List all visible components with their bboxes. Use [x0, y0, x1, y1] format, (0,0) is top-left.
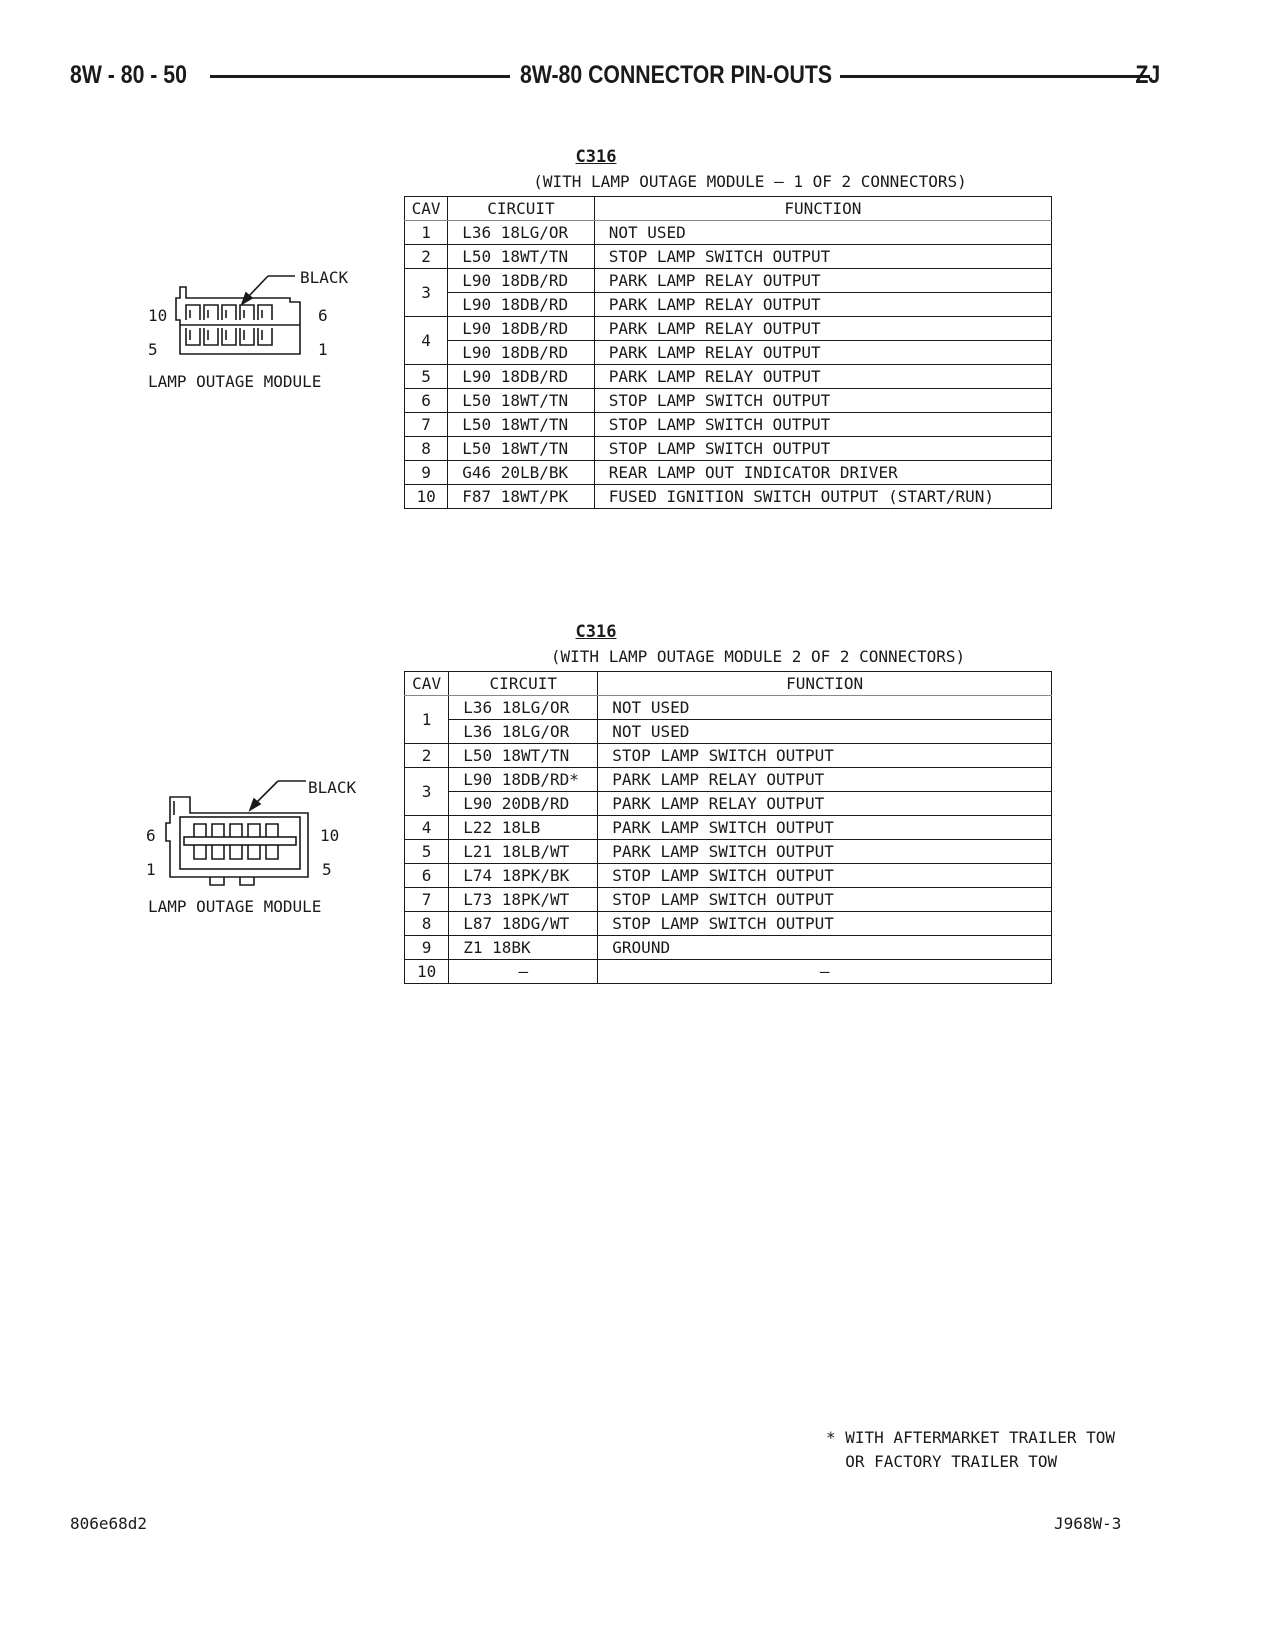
connector1-pin-label: 5 — [148, 340, 158, 359]
function-cell: STOP LAMP SWITCH OUTPUT — [598, 912, 1052, 936]
cav-cell: 5 — [405, 840, 449, 864]
page-title: 8W-80 CONNECTOR PIN-OUTS — [520, 61, 833, 89]
table-row — [405, 245, 1052, 269]
function-cell: PARK LAMP RELAY OUTPUT — [594, 269, 1051, 293]
function-cell: FUSED IGNITION SWITCH OUTPUT (START/RUN) — [594, 485, 1051, 509]
connector2-pin-label: 1 — [146, 860, 156, 879]
table-row — [405, 816, 1052, 840]
table-row — [405, 485, 1052, 509]
column-header-function: FUNCTION — [598, 672, 1052, 696]
function-cell: STOP LAMP SWITCH OUTPUT — [598, 888, 1052, 912]
column-header-function: FUNCTION — [594, 197, 1051, 221]
circuit-cell: L90 18DB/RD — [448, 293, 595, 317]
table-row — [405, 221, 1052, 245]
table-row — [405, 744, 1052, 768]
connector1-caption: LAMP OUTAGE MODULE — [148, 372, 322, 391]
connector2-title: C316 — [575, 622, 617, 642]
connector2-table — [404, 671, 1052, 984]
circuit-cell: L50 18WT/TN — [448, 437, 595, 461]
table-row — [405, 413, 1052, 437]
column-header-circuit: CIRCUIT — [449, 672, 598, 696]
circuit-cell: L50 18WT/TN — [448, 245, 595, 269]
circuit-cell: L73 18PK/WT — [449, 888, 598, 912]
function-cell: GROUND — [598, 936, 1052, 960]
function-cell: PARK LAMP RELAY OUTPUT — [598, 768, 1052, 792]
circuit-cell: L50 18WT/TN — [448, 389, 595, 413]
page-number: 8W - 80 - 50 — [70, 61, 187, 89]
connector2-pin-label: 6 — [146, 826, 156, 845]
footnote-line-1: * WITH AFTERMARKET TRAILER TOW — [826, 1428, 1115, 1447]
connector2-pin-label: 5 — [322, 860, 332, 879]
cav-cell: 10 — [405, 485, 448, 509]
cav-cell: 3 — [405, 768, 449, 816]
circuit-cell: L87 18DG/WT — [449, 912, 598, 936]
cav-cell: 3 — [405, 269, 448, 317]
column-header-cav: CAV — [405, 672, 449, 696]
circuit-cell: L22 18LB — [449, 816, 598, 840]
connector1-color-label: BLACK — [300, 268, 349, 287]
circuit-cell: L90 18DB/RD — [448, 341, 595, 365]
table-row — [405, 912, 1052, 936]
cav-cell: 8 — [405, 912, 449, 936]
table-row — [405, 461, 1052, 485]
function-cell: STOP LAMP SWITCH OUTPUT — [594, 437, 1051, 461]
connector1-pin-label: 1 — [318, 340, 328, 359]
table-row — [405, 389, 1052, 413]
circuit-cell: — — [449, 960, 598, 984]
connector1-pin-label: 6 — [318, 306, 328, 325]
cav-cell: 8 — [405, 437, 448, 461]
table-row — [405, 960, 1052, 984]
cav-cell: 10 — [405, 960, 449, 984]
circuit-cell: L36 18LG/OR — [449, 720, 598, 744]
function-cell: — — [598, 960, 1052, 984]
model-code: ZJ — [1135, 61, 1160, 89]
function-cell: STOP LAMP SWITCH OUTPUT — [594, 413, 1051, 437]
connector2-diagram — [160, 775, 310, 890]
cav-cell: 1 — [405, 696, 449, 744]
circuit-cell: L50 18WT/TN — [448, 413, 595, 437]
function-cell: PARK LAMP RELAY OUTPUT — [594, 293, 1051, 317]
circuit-cell: Z1 18BK — [449, 936, 598, 960]
connector2-color-label: BLACK — [308, 778, 357, 797]
circuit-cell: L90 18DB/RD — [448, 269, 595, 293]
connector2-pin-label: 10 — [320, 826, 340, 845]
function-cell: PARK LAMP RELAY OUTPUT — [594, 341, 1051, 365]
footer-right-code: J968W-3 — [1054, 1514, 1122, 1533]
connector1-subtitle: (WITH LAMP OUTAGE MODULE — 1 OF 2 CONNECTORS) — [533, 172, 967, 191]
table-row — [405, 768, 1052, 792]
function-cell: STOP LAMP SWITCH OUTPUT — [598, 744, 1052, 768]
table-row — [405, 269, 1052, 293]
table-row — [405, 696, 1052, 720]
circuit-cell: L90 18DB/RD* — [449, 768, 598, 792]
footer-left-code: 806e68d2 — [70, 1514, 148, 1533]
function-cell: PARK LAMP RELAY OUTPUT — [598, 792, 1052, 816]
function-cell: STOP LAMP SWITCH OUTPUT — [594, 245, 1051, 269]
cav-cell: 4 — [405, 317, 448, 365]
cav-cell: 7 — [405, 888, 449, 912]
circuit-cell: F87 18WT/PK — [448, 485, 595, 509]
column-header-circuit: CIRCUIT — [448, 197, 595, 221]
page-header — [70, 60, 1160, 90]
function-cell: PARK LAMP SWITCH OUTPUT — [598, 840, 1052, 864]
table-row — [405, 293, 1052, 317]
table-row — [405, 792, 1052, 816]
table-row — [405, 720, 1052, 744]
function-cell: NOT USED — [594, 221, 1051, 245]
connector2-caption: LAMP OUTAGE MODULE — [148, 897, 322, 916]
circuit-cell: L36 18LG/OR — [448, 221, 595, 245]
connector1-diagram — [170, 270, 310, 360]
function-cell: NOT USED — [598, 696, 1052, 720]
table-header-row — [405, 672, 1052, 696]
table-row — [405, 317, 1052, 341]
cav-cell: 7 — [405, 413, 448, 437]
connector1-pin-label: 10 — [148, 306, 168, 325]
connector1-title: C316 — [575, 147, 617, 167]
cav-cell: 9 — [405, 936, 449, 960]
footnote-line-2: OR FACTORY TRAILER TOW — [826, 1452, 1058, 1471]
cav-cell: 2 — [405, 744, 449, 768]
function-cell: PARK LAMP RELAY OUTPUT — [594, 317, 1051, 341]
cav-cell: 5 — [405, 365, 448, 389]
cav-cell: 4 — [405, 816, 449, 840]
table-row — [405, 840, 1052, 864]
function-cell: STOP LAMP SWITCH OUTPUT — [594, 389, 1051, 413]
cav-cell: 2 — [405, 245, 448, 269]
circuit-cell: L50 18WT/TN — [449, 744, 598, 768]
function-cell: PARK LAMP SWITCH OUTPUT — [598, 816, 1052, 840]
circuit-cell: L36 18LG/OR — [449, 696, 598, 720]
circuit-cell: L90 18DB/RD — [448, 365, 595, 389]
circuit-cell: G46 20LB/BK — [448, 461, 595, 485]
circuit-cell: L21 18LB/WT — [449, 840, 598, 864]
table-row — [405, 936, 1052, 960]
cav-cell: 9 — [405, 461, 448, 485]
table-row — [405, 437, 1052, 461]
cav-cell: 6 — [405, 864, 449, 888]
function-cell: NOT USED — [598, 720, 1052, 744]
cav-cell: 1 — [405, 221, 448, 245]
circuit-cell: L74 18PK/BK — [449, 864, 598, 888]
table-header-row — [405, 197, 1052, 221]
table-row — [405, 888, 1052, 912]
function-cell: REAR LAMP OUT INDICATOR DRIVER — [594, 461, 1051, 485]
table-row — [405, 864, 1052, 888]
function-cell: STOP LAMP SWITCH OUTPUT — [598, 864, 1052, 888]
column-header-cav: CAV — [405, 197, 448, 221]
table-row — [405, 341, 1052, 365]
function-cell: PARK LAMP RELAY OUTPUT — [594, 365, 1051, 389]
table-row — [405, 365, 1052, 389]
connector1-table — [404, 196, 1052, 509]
circuit-cell: L90 20DB/RD — [449, 792, 598, 816]
cav-cell: 6 — [405, 389, 448, 413]
connector2-subtitle: (WITH LAMP OUTAGE MODULE 2 OF 2 CONNECTORS) — [550, 647, 966, 666]
circuit-cell: L90 18DB/RD — [448, 317, 595, 341]
header-rule-left — [210, 75, 510, 78]
header-rule-right — [840, 75, 1150, 78]
